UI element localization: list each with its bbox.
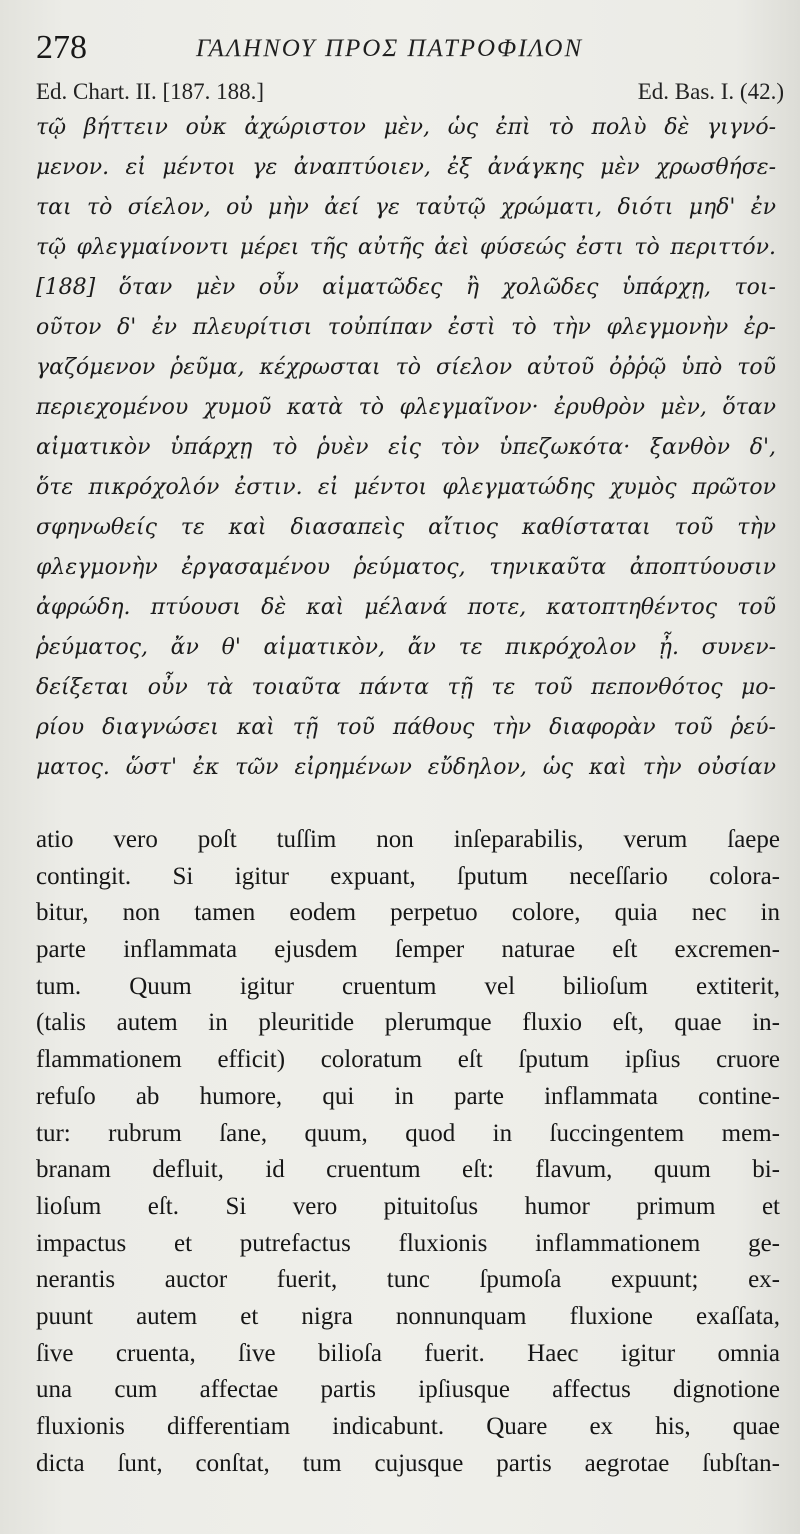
- latin-text-line: nerantis auctor fuerit, tunc ſpumoſa expuunt; ex-: [36, 1266, 780, 1294]
- latin-text-line: tur: rubrum ſane, quum, quod in ſuccingentem mem-: [36, 1119, 780, 1147]
- greek-text-line: ῥεύματος, ἄν θ' αἱματικὸν, ἄν τε πικρόχολον ᾖ. συνεν-: [36, 635, 776, 660]
- latin-text-block: [36, 822, 780, 1482]
- latin-text-line: (talis autem in pleuritide plerumque fluxio eſt, quae in-: [36, 1009, 780, 1037]
- latin-text-line: dicta ſunt, conſtat, tum cujusque partis aegrotae ſubſtan-: [36, 1449, 780, 1477]
- latin-text-line: ſive cruenta, ſive bilioſa fuerit. Haec igitur omnia: [36, 1339, 780, 1367]
- page-number: 278: [36, 29, 87, 66]
- latin-text-line: fluxionis differentiam indicabunt. Quare ex his, quae: [36, 1413, 780, 1440]
- latin-text-line: lioſum eſt. Si vero pituitoſus humor primum et: [36, 1192, 780, 1220]
- latin-text-line: contingit. Si igitur expuant, ſputum neceſſario colora-: [36, 862, 780, 890]
- greek-text-line: ται τὸ σίελον, οὐ μὴν ἀεί γε ταὐτῷ χρώματι, διότι μηδ' ἐν: [36, 195, 776, 220]
- greek-text-line: γαζόμενον ῥεῦμα, κέχρωσται τὸ σίελον αὐτοῦ ὀῤῥῷ ὑπὸ τοῦ: [36, 355, 776, 380]
- greek-text-line: [188] ὅταν μὲν οὖν αἱματῶδες ἢ χολῶδες ὑπάρχῃ, τοι-: [36, 275, 776, 300]
- greek-text-line: οῦτον δ' ἐν πλευρίτισι τοὐπίπαν ἐστὶ τὸ τὴν φλεγμονὴν ἐρ-: [36, 315, 776, 340]
- edition-basel-reference: Ed. Bas. I. (42.): [637, 79, 784, 104]
- latin-text-line: bitur, non tamen eodem perpetuo colore, quia nec in: [36, 899, 780, 927]
- latin-text-line: parte inflammata ejusdem ſemper naturae eſt excremen-: [36, 936, 780, 964]
- latin-text-line: puunt autem et nigra nonnunquam fluxione exaſſata,: [36, 1302, 780, 1330]
- latin-text-line: branam defluit, id cruentum eſt: flavum, quum bi-: [36, 1156, 780, 1184]
- greek-text-line: ὅτε πικρόχολόν ἐστιν. εἰ μέντοι φλεγματώδης χυμὸς πρῶτον: [36, 475, 776, 500]
- greek-text-line: τῷ φλεγμαίνοντι μέρει τῆς αὐτῆς ἀεὶ φύσεώς ἐστι τὸ περιττόν.: [36, 235, 776, 260]
- latin-text-line: tum. Quum igitur cruentum vel bilioſum extiterit,: [36, 972, 780, 1000]
- greek-text-line: δείξεται οὖν τὰ τοιαῦτα πάντα τῇ τε τοῦ πεπονθότος μο-: [36, 675, 776, 700]
- running-title: ΓΑΛΗΝΟΥ ΠΡΟΣ ΠΑΤΡΟΦΙΛΟΝ: [196, 35, 584, 62]
- greek-text-line: περιεχομένου χυμοῦ κατὰ τὸ φλεγμαῖνον· ἐρυθρὸν μὲν, ὅταν: [36, 395, 776, 420]
- greek-text-line: σφηνωθείς τε καὶ διασαπεὶς αἴτιος καθίσταται τοῦ τὴν: [36, 515, 776, 540]
- edition-reference-line: [36, 76, 784, 110]
- greek-text-line: ἀφρώδη. πτύουσι δὲ καὶ μέλανά ποτε, κατοπτηθέντος τοῦ: [36, 595, 776, 620]
- greek-text-line: αἱματικὸν ὑπάρχῃ τὸ ῥυὲν εἰς τὸν ὑπεζωκότα· ξανθὸν δ',: [36, 435, 776, 460]
- latin-text-line: una cum affectae partis ipſiusque affectus dignotione: [36, 1376, 780, 1404]
- greek-text-line: φλεγμονὴν ἐργασαμένου ῥεύματος, τηνικαῦτα ἀποπτύουσιν: [36, 555, 776, 580]
- latin-text-line: refuſo ab humore, qui in parte inflammata contine-: [36, 1082, 780, 1110]
- greek-text-block: [36, 108, 776, 788]
- greek-text-line: μενον. εἰ μέντοι γε ἀναπτύοιεν, ἐξ ἀνάγκης μὲν χρωσθήσε-: [36, 155, 776, 180]
- greek-text-line: ρίου διαγνώσει καὶ τῇ τοῦ πάθους τὴν διαφορὰν τοῦ ῥεύ-: [36, 715, 776, 740]
- latin-text-line: impactus et putrefactus fluxionis inflammationem ge-: [36, 1229, 780, 1257]
- page-header: [36, 28, 776, 68]
- latin-text-line: flammationem efficit) coloratum eſt ſputum ipſius cruore: [36, 1046, 780, 1074]
- edition-chart-reference: Ed. Chart. II. [187. 188.]: [36, 79, 265, 104]
- latin-text-line: atio vero poſt tuſſim non inſeparabilis, verum ſaepe: [36, 826, 780, 853]
- greek-text-line: ματος. ὥστ' ἐκ τῶν εἰρημένων εὔδηλον, ὡς καὶ τὴν οὐσίαν: [36, 755, 776, 780]
- greek-text-line: τῷ βήττειν οὐκ ἀχώριστον μὲν, ὡς ἐπὶ τὸ πολὺ δὲ γιγνό-: [36, 115, 776, 140]
